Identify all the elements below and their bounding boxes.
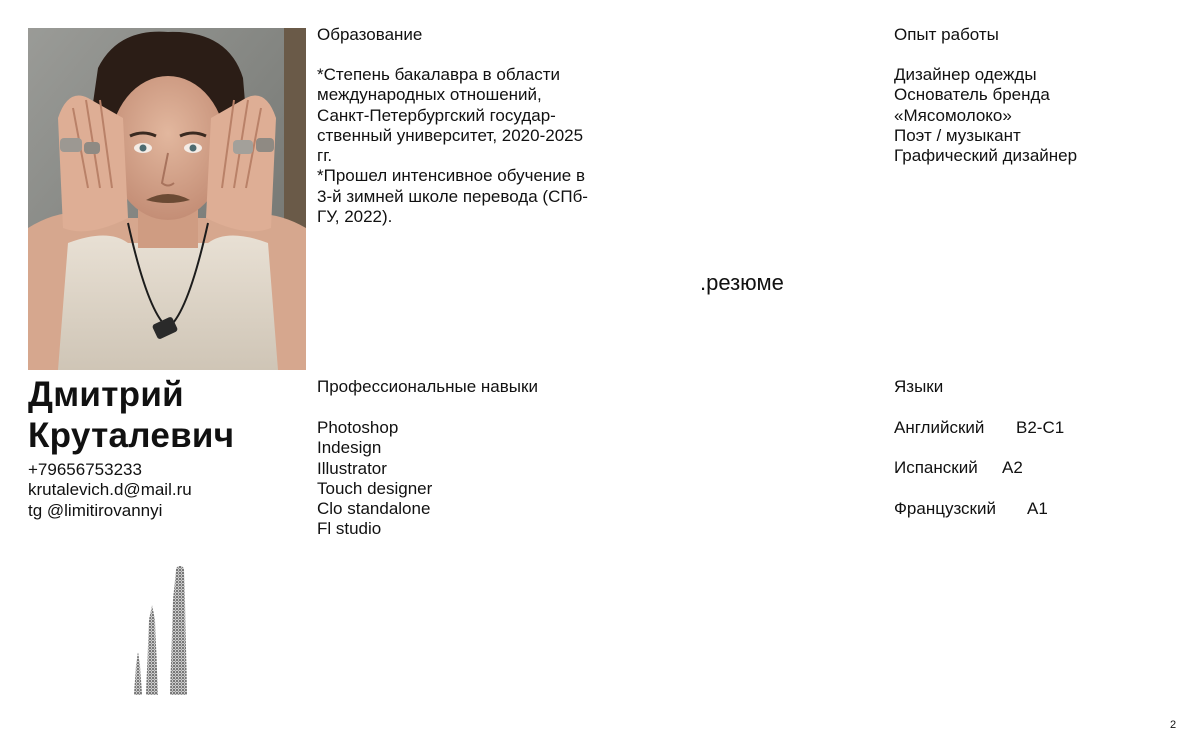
skills-list <box>317 418 432 540</box>
education-line: гг. <box>317 146 333 166</box>
skill-item: Clo standalone <box>317 499 431 519</box>
language-row <box>894 418 1065 438</box>
email-address: krutalevich.d@mail.ru <box>28 480 192 500</box>
contacts-block <box>28 460 192 521</box>
skills-heading: Профессиональные навыки <box>317 377 538 396</box>
language-row <box>894 499 1048 519</box>
page-number: 2 <box>1170 719 1177 731</box>
skill-item: Touch designer <box>317 478 433 498</box>
skill-item: Illustrator <box>317 458 387 478</box>
last-name: Круталевич <box>28 416 235 455</box>
language-name: Испанский <box>894 458 978 477</box>
language-name: Французский <box>894 499 996 518</box>
resume-title: .резюме <box>700 270 784 295</box>
telegram-handle: tg @limitirovannyi <box>28 500 163 520</box>
skill-item: Photoshop <box>317 418 399 437</box>
sculpture-illustration <box>128 560 198 700</box>
person-name <box>28 374 234 456</box>
first-name: Дмитрий <box>28 375 184 414</box>
education-line: Санкт-Петербургский государ- <box>317 105 556 125</box>
experience-item: Поэт / музыкант <box>894 125 1021 145</box>
experience-item: «Мясомолоко» <box>894 105 1012 125</box>
experience-heading: Опыт работы <box>894 25 999 44</box>
education-line: *Степень бакалавра в области <box>317 65 561 84</box>
education-line: *Прошел интенсивное обучение в <box>317 166 586 186</box>
education-line: международных отношений, <box>317 85 542 105</box>
phone-number: +79656753233 <box>28 460 142 479</box>
experience-item: Основатель бренда <box>894 85 1050 105</box>
education-text <box>317 65 617 227</box>
education-line: ственный университет, 2020-2025 <box>317 125 584 145</box>
language-level: A2 <box>1002 458 1023 477</box>
education-line: ГУ, 2022). <box>317 207 393 227</box>
experience-list <box>894 65 1077 166</box>
education-heading: Образование <box>317 25 423 44</box>
experience-item: Графический дизайнер <box>894 146 1078 166</box>
skill-item: Fl studio <box>317 519 382 539</box>
education-line: 3-й зимней школе перевода (СПб- <box>317 186 588 206</box>
language-level: A1 <box>1027 499 1048 518</box>
language-level: B2-C1 <box>1016 418 1065 437</box>
language-row <box>894 458 1023 478</box>
portrait-photo <box>28 28 306 370</box>
language-name: Английский <box>894 418 985 437</box>
experience-item: Дизайнер одежды <box>894 65 1037 84</box>
languages-heading: Языки <box>894 377 944 396</box>
skill-item: Indesign <box>317 438 382 458</box>
